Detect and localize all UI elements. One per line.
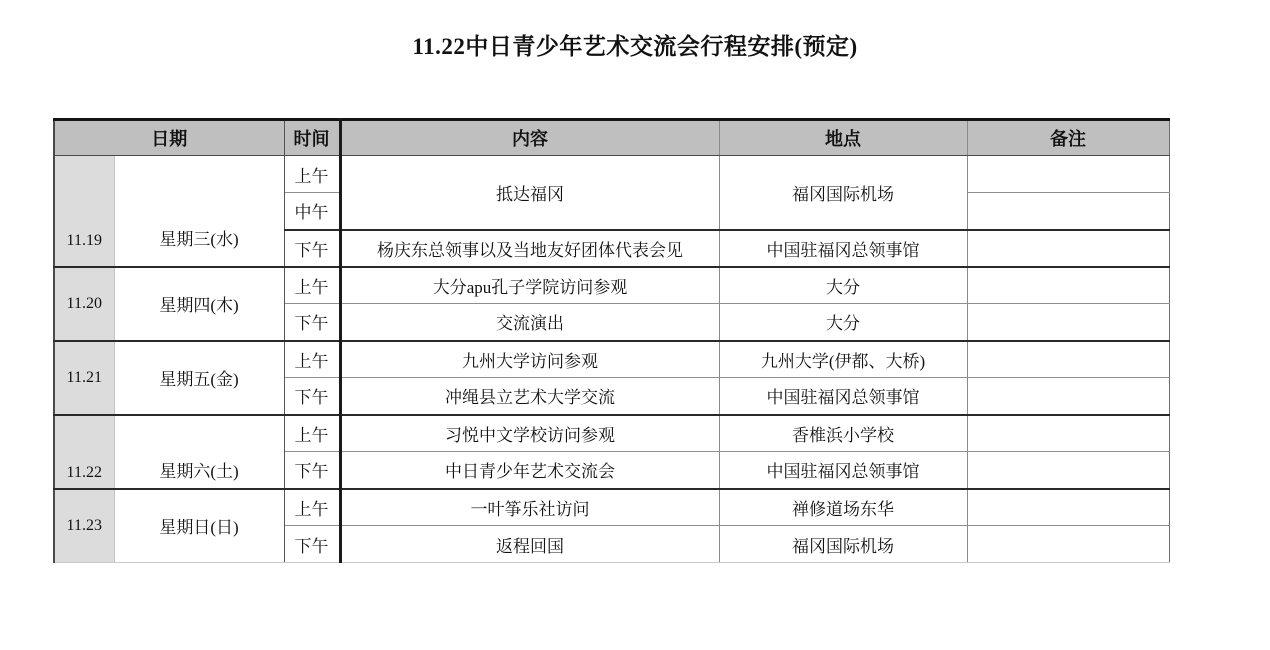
table-row: [54, 415, 1169, 452]
content-cell: 九州大学访问参观: [340, 341, 719, 378]
schedule-body: [54, 156, 1169, 563]
time-cell: 下午: [284, 230, 340, 267]
weekday-cell: 星期六(土): [114, 415, 284, 489]
time-cell: 上午: [284, 267, 340, 304]
header-place: 地点: [719, 120, 967, 156]
date-cell: 11.19: [54, 156, 114, 267]
note-cell: [967, 489, 1169, 526]
content-cell: 杨庆东总领事以及当地友好团体代表会见: [340, 230, 719, 267]
content-cell: 抵达福冈: [340, 156, 719, 230]
note-cell: [967, 230, 1169, 267]
place-cell: 香椎浜小学校: [719, 415, 967, 452]
header-row: [54, 120, 1169, 156]
weekday-cell: 星期四(木): [114, 267, 284, 341]
note-cell: [967, 452, 1169, 489]
table-row: [54, 156, 1169, 193]
date-cell: 11.22: [54, 415, 114, 489]
note-cell: [967, 341, 1169, 378]
note-cell: [967, 304, 1169, 341]
place-cell: 中国驻福冈总领事馆: [719, 230, 967, 267]
weekday-cell: 星期五(金): [114, 341, 284, 415]
content-cell: 一叶筝乐社访问: [340, 489, 719, 526]
header-date: 日期: [54, 120, 284, 156]
place-cell: 福冈国际机场: [719, 156, 967, 230]
content-cell: 大分apu孔子学院访问参观: [340, 267, 719, 304]
content-cell: 冲绳县立艺术大学交流: [340, 378, 719, 415]
note-cell: [967, 193, 1169, 230]
place-cell: 福冈国际机场: [719, 526, 967, 563]
header-note: 备注: [967, 120, 1169, 156]
header-time: 时间: [284, 120, 340, 156]
content-cell: 中日青少年艺术交流会: [340, 452, 719, 489]
content-cell: 交流演出: [340, 304, 719, 341]
place-cell: 九州大学(伊都、大桥): [719, 341, 967, 378]
date-cell: 11.20: [54, 267, 114, 341]
note-cell: [967, 415, 1169, 452]
time-cell: 下午: [284, 526, 340, 563]
page-title: 11.22中日青少年艺术交流会行程安排(预定): [412, 34, 858, 59]
note-cell: [967, 267, 1169, 304]
time-cell: 下午: [284, 304, 340, 341]
table-row: [54, 341, 1169, 378]
table-row: [54, 489, 1169, 526]
date-cell: 11.21: [54, 341, 114, 415]
time-cell: 上午: [284, 489, 340, 526]
table-row: [54, 267, 1169, 304]
content-cell: 习悦中文学校访问参观: [340, 415, 719, 452]
time-cell: 下午: [284, 452, 340, 489]
date-cell: 11.23: [54, 489, 114, 563]
place-cell: 禅修道场东华: [719, 489, 967, 526]
time-cell: 上午: [284, 341, 340, 378]
weekday-cell: 星期三(水): [114, 156, 284, 267]
header-content: 内容: [340, 120, 719, 156]
place-cell: 中国驻福冈总领事馆: [719, 452, 967, 489]
time-cell: 上午: [284, 415, 340, 452]
weekday-cell: 星期日(日): [114, 489, 284, 563]
note-cell: [967, 156, 1169, 193]
note-cell: [967, 526, 1169, 563]
time-cell: 上午: [284, 156, 340, 193]
note-cell: [967, 378, 1169, 415]
time-cell: 下午: [284, 378, 340, 415]
schedule-table: [53, 118, 1170, 563]
place-cell: 大分: [719, 304, 967, 341]
place-cell: 大分: [719, 267, 967, 304]
content-cell: 返程回国: [340, 526, 719, 563]
time-cell: 中午: [284, 193, 340, 230]
place-cell: 中国驻福冈总领事馆: [719, 378, 967, 415]
